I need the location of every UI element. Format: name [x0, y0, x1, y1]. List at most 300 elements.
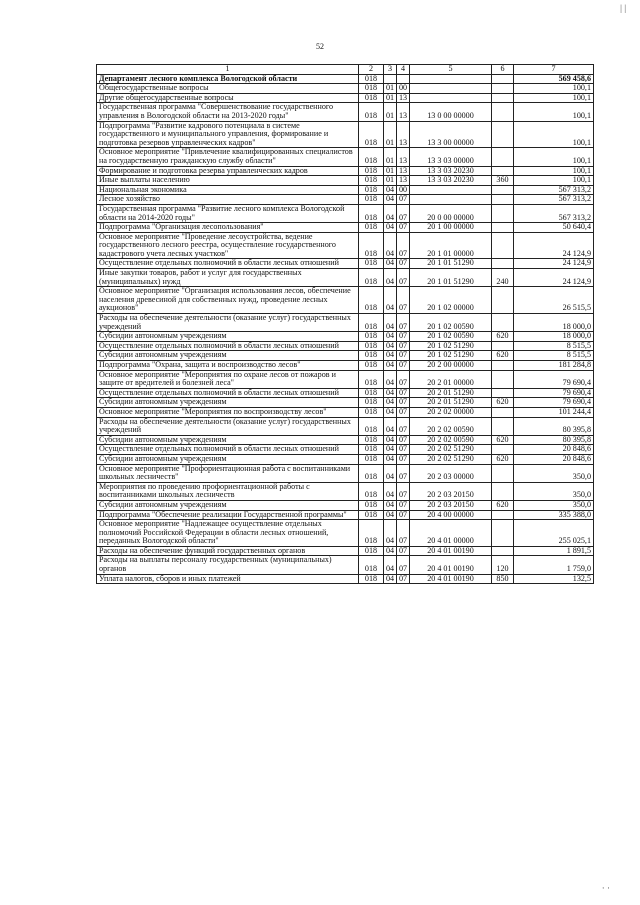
expense-type-cell: 620	[492, 454, 514, 464]
admin-code-cell: 018	[359, 361, 384, 371]
section-code-cell: 04	[384, 445, 397, 455]
expense-type-cell: 240	[492, 269, 514, 287]
subsection-code-cell: 07	[397, 556, 410, 574]
row-name-cell: Основное мероприятие "Профориентационная работа с воспитанниками школьных лесничеств"	[97, 464, 359, 482]
subsection-code-cell	[397, 74, 410, 84]
target-article-cell: 20 1 01 51290	[410, 259, 492, 269]
admin-code-cell: 018	[359, 259, 384, 269]
header-cell: 4	[397, 65, 410, 75]
subsection-code-cell: 13	[397, 103, 410, 121]
expense-type-cell	[492, 361, 514, 371]
amount-cell: 100,1	[514, 103, 594, 121]
target-article-cell	[410, 84, 492, 94]
expense-type-cell: 620	[492, 332, 514, 342]
target-article-cell: 20 2 01 51290	[410, 388, 492, 398]
target-article-cell	[410, 195, 492, 205]
subsection-code-cell: 13	[397, 176, 410, 186]
expense-type-cell	[492, 482, 514, 500]
section-code-cell: 04	[384, 361, 397, 371]
amount-cell: 26 515,5	[514, 287, 594, 314]
section-code-cell: 04	[384, 546, 397, 556]
table-row	[97, 332, 594, 342]
table-row	[97, 232, 594, 259]
row-name-cell: Субсидии автономным учреждениям	[97, 351, 359, 361]
section-code-cell: 04	[384, 287, 397, 314]
table-row	[97, 445, 594, 455]
section-code-cell: 04	[384, 341, 397, 351]
subsection-code-cell: 13	[397, 166, 410, 176]
admin-code-cell: 018	[359, 332, 384, 342]
subsection-code-cell: 07	[397, 510, 410, 520]
table-row	[97, 103, 594, 121]
admin-code-cell: 018	[359, 464, 384, 482]
expense-type-cell	[492, 510, 514, 520]
section-code-cell: 04	[384, 370, 397, 388]
target-article-cell: 13 3 00 00000	[410, 121, 492, 148]
row-name-cell: Расходы на обеспечение деятельности (оказание услуг) государственных учреждений	[97, 417, 359, 435]
page-number: 52	[316, 42, 324, 51]
table-row	[97, 482, 594, 500]
table-row	[97, 500, 594, 510]
amount-cell: 101 244,4	[514, 407, 594, 417]
amount-cell: 350,0	[514, 500, 594, 510]
row-name-cell: Другие общегосударственные вопросы	[97, 93, 359, 103]
subsection-code-cell: 13	[397, 148, 410, 166]
section-code-cell: 04	[384, 574, 397, 584]
amount-cell: 567 313,2	[514, 185, 594, 195]
admin-code-cell: 018	[359, 121, 384, 148]
expense-type-cell	[492, 232, 514, 259]
row-name-cell: Субсидии автономным учреждениям	[97, 398, 359, 408]
amount-cell: 24 124,9	[514, 232, 594, 259]
amount-cell: 80 395,8	[514, 417, 594, 435]
amount-cell: 20 848,6	[514, 445, 594, 455]
expense-type-cell: 620	[492, 398, 514, 408]
section-code-cell: 04	[384, 482, 397, 500]
expense-type-cell	[492, 204, 514, 222]
expense-type-cell	[492, 445, 514, 455]
section-code-cell: 04	[384, 269, 397, 287]
target-article-cell: 20 4 00 00000	[410, 510, 492, 520]
section-code-cell: 04	[384, 464, 397, 482]
section-code-cell: 01	[384, 84, 397, 94]
target-article-cell	[410, 74, 492, 84]
section-code-cell: 04	[384, 185, 397, 195]
row-name-cell: Государственная программа "Совершенствование государственного управления в Вологодской области на 2013-2020 годы"	[97, 103, 359, 121]
section-code-cell: 04	[384, 223, 397, 233]
row-name-cell: Основное мероприятие "Мероприятия по воспроизводству лесов"	[97, 407, 359, 417]
section-code-cell: 01	[384, 148, 397, 166]
subsection-code-cell: 07	[397, 464, 410, 482]
target-article-cell: 20 1 02 00000	[410, 287, 492, 314]
header-cell: 2	[359, 65, 384, 75]
header-cell: 7	[514, 65, 594, 75]
amount-cell: 181 284,8	[514, 361, 594, 371]
admin-code-cell: 018	[359, 351, 384, 361]
expense-type-cell	[492, 103, 514, 121]
header-cell: 3	[384, 65, 397, 75]
target-article-cell: 20 2 02 00590	[410, 417, 492, 435]
subsection-code-cell: 00	[397, 84, 410, 94]
expense-type-cell	[492, 195, 514, 205]
admin-code-cell: 018	[359, 166, 384, 176]
target-article-cell: 20 2 03 00000	[410, 464, 492, 482]
admin-code-cell: 018	[359, 269, 384, 287]
admin-code-cell: 018	[359, 574, 384, 584]
admin-code-cell: 018	[359, 435, 384, 445]
expense-type-cell	[492, 259, 514, 269]
expense-type-cell: 620	[492, 500, 514, 510]
table-row	[97, 361, 594, 371]
expense-type-cell: 620	[492, 351, 514, 361]
section-code-cell: 01	[384, 121, 397, 148]
row-name-cell: Лесное хозяйство	[97, 195, 359, 205]
admin-code-cell: 018	[359, 482, 384, 500]
section-code-cell: 04	[384, 500, 397, 510]
target-article-cell: 20 1 02 00590	[410, 314, 492, 332]
section-code-cell: 04	[384, 520, 397, 547]
target-article-cell: 20 1 00 00000	[410, 223, 492, 233]
amount-cell: 100,1	[514, 176, 594, 186]
subsection-code-cell: 07	[397, 546, 410, 556]
bottom-mark: · ·	[601, 883, 610, 893]
row-name-cell: Иные выплаты населению	[97, 176, 359, 186]
amount-cell: 100,1	[514, 166, 594, 176]
expense-type-cell	[492, 464, 514, 482]
target-article-cell: 13 3 03 20230	[410, 176, 492, 186]
target-article-cell	[410, 93, 492, 103]
amount-cell: 100,1	[514, 84, 594, 94]
admin-code-cell: 018	[359, 454, 384, 464]
expense-type-cell: 360	[492, 176, 514, 186]
target-article-cell	[410, 185, 492, 195]
row-name-cell: Основное мероприятие "Мероприятия по охране лесов от пожаров и защите от вредителей и болезней леса"	[97, 370, 359, 388]
row-name-cell: Формирование и подготовка резерва управленческих кадров	[97, 166, 359, 176]
row-name-cell: Государственная программа "Развитие лесного комплекса Вологодской области на 2014-2020 годы"	[97, 204, 359, 222]
table-row	[97, 166, 594, 176]
table-row	[97, 370, 594, 388]
target-article-cell: 20 1 02 51290	[410, 351, 492, 361]
admin-code-cell: 018	[359, 176, 384, 186]
expense-type-cell	[492, 314, 514, 332]
expense-type-cell: 120	[492, 556, 514, 574]
table-row	[97, 417, 594, 435]
amount-cell: 569 458,6	[514, 74, 594, 84]
row-name-cell: Субсидии автономным учреждениям	[97, 332, 359, 342]
section-code-cell: 04	[384, 314, 397, 332]
section-code-cell: 04	[384, 454, 397, 464]
subsection-code-cell: 07	[397, 361, 410, 371]
admin-code-cell: 018	[359, 287, 384, 314]
target-article-cell: 20 4 01 00000	[410, 520, 492, 547]
admin-code-cell: 018	[359, 84, 384, 94]
table-row	[97, 454, 594, 464]
admin-code-cell: 018	[359, 93, 384, 103]
admin-code-cell: 018	[359, 388, 384, 398]
section-code-cell: 01	[384, 103, 397, 121]
section-code-cell: 04	[384, 417, 397, 435]
subsection-code-cell: 07	[397, 341, 410, 351]
expense-type-cell	[492, 84, 514, 94]
table-row	[97, 407, 594, 417]
amount-cell: 335 388,0	[514, 510, 594, 520]
admin-code-cell: 018	[359, 314, 384, 332]
admin-code-cell: 018	[359, 148, 384, 166]
target-article-cell: 20 2 02 00000	[410, 407, 492, 417]
row-name-cell: Подпрограмма "Охрана, защита и воспроизводство лесов"	[97, 361, 359, 371]
subsection-code-cell: 13	[397, 93, 410, 103]
admin-code-cell: 018	[359, 223, 384, 233]
section-code-cell: 04	[384, 398, 397, 408]
section-code-cell: 04	[384, 204, 397, 222]
amount-cell: 24 124,9	[514, 259, 594, 269]
expense-type-cell	[492, 148, 514, 166]
amount-cell: 8 515,5	[514, 351, 594, 361]
subsection-code-cell: 07	[397, 435, 410, 445]
table-row	[97, 93, 594, 103]
row-name-cell: Основное мероприятие "Надлежащее осуществление отдельных полномочий Российской Федерации в области лесных отношений, переданных Вологодской области"	[97, 520, 359, 547]
target-article-cell: 20 2 03 20150	[410, 482, 492, 500]
table-header-row	[97, 65, 594, 75]
amount-cell: 8 515,5	[514, 341, 594, 351]
admin-code-cell: 018	[359, 232, 384, 259]
row-name-cell: Уплата налогов, сборов и иных платежей	[97, 574, 359, 584]
row-name-cell: Иные закупки товаров, работ и услуг для государственных (муниципальных) нужд	[97, 269, 359, 287]
table-row	[97, 185, 594, 195]
expense-type-cell	[492, 546, 514, 556]
admin-code-cell: 018	[359, 195, 384, 205]
section-code-cell: 01	[384, 166, 397, 176]
row-name-cell: Осуществление отдельных полномочий в области лесных отношений	[97, 259, 359, 269]
admin-code-cell: 018	[359, 398, 384, 408]
target-article-cell: 20 1 01 00000	[410, 232, 492, 259]
expense-type-cell	[492, 166, 514, 176]
admin-code-cell: 018	[359, 556, 384, 574]
amount-cell: 18 000,0	[514, 332, 594, 342]
expense-type-cell	[492, 388, 514, 398]
target-article-cell: 20 0 00 00000	[410, 204, 492, 222]
table-row	[97, 556, 594, 574]
subsection-code-cell: 07	[397, 445, 410, 455]
expense-type-cell	[492, 370, 514, 388]
subsection-code-cell: 07	[397, 332, 410, 342]
row-name-cell: Национальная экономика	[97, 185, 359, 195]
subsection-code-cell: 07	[397, 417, 410, 435]
amount-cell: 79 690,4	[514, 388, 594, 398]
row-name-cell: Расходы на выплаты персоналу государственных (муниципальных) органов	[97, 556, 359, 574]
subsection-code-cell: 07	[397, 370, 410, 388]
section-code-cell: 04	[384, 332, 397, 342]
subsection-code-cell: 07	[397, 259, 410, 269]
subsection-code-cell: 07	[397, 407, 410, 417]
amount-cell: 80 395,8	[514, 435, 594, 445]
admin-code-cell: 018	[359, 185, 384, 195]
subsection-code-cell: 07	[397, 398, 410, 408]
row-name-cell: Субсидии автономным учреждениям	[97, 500, 359, 510]
table-row	[97, 195, 594, 205]
amount-cell: 79 690,4	[514, 370, 594, 388]
amount-cell: 100,1	[514, 148, 594, 166]
section-code-cell: 04	[384, 435, 397, 445]
section-code-cell: 04	[384, 556, 397, 574]
header-cell: 5	[410, 65, 492, 75]
admin-code-cell: 018	[359, 500, 384, 510]
row-name-cell: Осуществление отдельных полномочий в области лесных отношений	[97, 445, 359, 455]
expense-type-cell	[492, 74, 514, 84]
subsection-code-cell: 07	[397, 351, 410, 361]
admin-code-cell: 018	[359, 417, 384, 435]
table-row	[97, 84, 594, 94]
row-name-cell: Департамент лесного комплекса Вологодской области	[97, 74, 359, 84]
row-name-cell: Субсидии автономным учреждениям	[97, 435, 359, 445]
target-article-cell: 20 4 01 00190	[410, 574, 492, 584]
subsection-code-cell: 07	[397, 223, 410, 233]
amount-cell: 1 891,5	[514, 546, 594, 556]
section-code-cell: 04	[384, 388, 397, 398]
row-name-cell: Основное мероприятие "Организация использования лесов, обеспечение населения древесиной для собственных нужд, проведение лесных аукционов"	[97, 287, 359, 314]
subsection-code-cell: 00	[397, 185, 410, 195]
expense-type-cell: 620	[492, 435, 514, 445]
subsection-code-cell: 07	[397, 232, 410, 259]
table-row	[97, 464, 594, 482]
target-article-cell: 13 3 03 20230	[410, 166, 492, 176]
subsection-code-cell: 07	[397, 204, 410, 222]
admin-code-cell: 018	[359, 520, 384, 547]
row-name-cell: Основное мероприятие "Привлечение квалифицированных специалистов на государственную гражданскую службу области"	[97, 148, 359, 166]
table-row	[97, 176, 594, 186]
header-cell: 1	[97, 65, 359, 75]
table-row	[97, 435, 594, 445]
subsection-code-cell: 07	[397, 269, 410, 287]
expense-type-cell	[492, 520, 514, 547]
row-name-cell: Осуществление отдельных полномочий в области лесных отношений	[97, 341, 359, 351]
section-code-cell: 01	[384, 93, 397, 103]
target-article-cell: 13 0 00 00000	[410, 103, 492, 121]
subsection-code-cell: 07	[397, 287, 410, 314]
table-row	[97, 259, 594, 269]
subsection-code-cell: 07	[397, 195, 410, 205]
amount-cell: 20 848,6	[514, 454, 594, 464]
admin-code-cell: 018	[359, 510, 384, 520]
table-row	[97, 148, 594, 166]
subsection-code-cell: 07	[397, 314, 410, 332]
admin-code-cell: 018	[359, 204, 384, 222]
row-name-cell: Расходы на обеспечение функций государственных органов	[97, 546, 359, 556]
target-article-cell: 20 1 01 51290	[410, 269, 492, 287]
admin-code-cell: 018	[359, 445, 384, 455]
amount-cell: 567 313,2	[514, 195, 594, 205]
table-row	[97, 388, 594, 398]
table-row	[97, 398, 594, 408]
target-article-cell: 13 3 03 00000	[410, 148, 492, 166]
row-name-cell: Подпрограмма "Развитие кадрового потенциала в системе государственного и муниципального управления, формирование и подготовка резервов управленческих кадров"	[97, 121, 359, 148]
table-row	[97, 287, 594, 314]
amount-cell: 18 000,0	[514, 314, 594, 332]
table-row	[97, 574, 594, 584]
row-name-cell: Мероприятия по проведению профориентационной работы с воспитанниками школьных лесничеств	[97, 482, 359, 500]
row-name-cell: Общегосударственные вопросы	[97, 84, 359, 94]
section-code-cell: 04	[384, 510, 397, 520]
subsection-code-cell: 07	[397, 388, 410, 398]
expense-type-cell	[492, 185, 514, 195]
amount-cell: 567 313,2	[514, 204, 594, 222]
amount-cell: 1 759,0	[514, 556, 594, 574]
row-name-cell: Подпрограмма "Обеспечение реализации Государственной программы"	[97, 510, 359, 520]
target-article-cell: 20 2 02 51290	[410, 445, 492, 455]
subsection-code-cell: 07	[397, 574, 410, 584]
section-code-cell: 04	[384, 232, 397, 259]
subsection-code-cell: 13	[397, 121, 410, 148]
header-cell: 6	[492, 65, 514, 75]
amount-cell: 132,5	[514, 574, 594, 584]
section-code-cell: 04	[384, 259, 397, 269]
corner-mark: | |	[620, 3, 626, 13]
amount-cell: 100,1	[514, 121, 594, 148]
admin-code-cell: 018	[359, 341, 384, 351]
admin-code-cell: 018	[359, 74, 384, 84]
table-row	[97, 510, 594, 520]
table-row	[97, 204, 594, 222]
row-name-cell: Основное мероприятие "Проведение лесоустройства, ведение государственного лесного реестра, осуществление государственного кадастрового учета лесных участков"	[97, 232, 359, 259]
admin-code-cell: 018	[359, 407, 384, 417]
table-row	[97, 121, 594, 148]
expense-type-cell	[492, 417, 514, 435]
target-article-cell: 20 2 01 00000	[410, 370, 492, 388]
expense-type-cell	[492, 287, 514, 314]
row-name-cell: Субсидии автономным учреждениям	[97, 454, 359, 464]
target-article-cell: 20 2 02 51290	[410, 454, 492, 464]
target-article-cell: 20 2 00 00000	[410, 361, 492, 371]
amount-cell: 350,0	[514, 482, 594, 500]
target-article-cell: 20 2 03 20150	[410, 500, 492, 510]
target-article-cell: 20 4 01 00190	[410, 546, 492, 556]
admin-code-cell: 018	[359, 370, 384, 388]
row-name-cell: Подпрограмма "Организация лесопользования"	[97, 223, 359, 233]
subsection-code-cell: 07	[397, 482, 410, 500]
row-name-cell: Расходы на обеспечение деятельности (оказание услуг) государственных учреждений	[97, 314, 359, 332]
target-article-cell: 20 4 01 00190	[410, 556, 492, 574]
table-row	[97, 341, 594, 351]
table-row	[97, 223, 594, 233]
expense-type-cell	[492, 93, 514, 103]
subsection-code-cell: 07	[397, 454, 410, 464]
amount-cell: 50 640,4	[514, 223, 594, 233]
amount-cell: 100,1	[514, 93, 594, 103]
expense-type-cell	[492, 121, 514, 148]
amount-cell: 79 690,4	[514, 398, 594, 408]
subsection-code-cell: 07	[397, 500, 410, 510]
section-code-cell: 04	[384, 351, 397, 361]
target-article-cell: 20 1 02 00590	[410, 332, 492, 342]
admin-code-cell: 018	[359, 546, 384, 556]
target-article-cell: 20 2 01 51290	[410, 398, 492, 408]
section-code-cell: 04	[384, 195, 397, 205]
target-article-cell: 20 2 02 00590	[410, 435, 492, 445]
section-code-cell: 04	[384, 407, 397, 417]
table-row	[97, 351, 594, 361]
admin-code-cell: 018	[359, 103, 384, 121]
section-code-cell: 01	[384, 176, 397, 186]
target-article-cell: 20 1 02 51290	[410, 341, 492, 351]
expense-type-cell: 850	[492, 574, 514, 584]
amount-cell: 24 124,9	[514, 269, 594, 287]
subsection-code-cell: 07	[397, 520, 410, 547]
section-code-cell	[384, 74, 397, 84]
amount-cell: 350,0	[514, 464, 594, 482]
table-row	[97, 520, 594, 547]
expense-type-cell	[492, 341, 514, 351]
row-name-cell: Осуществление отдельных полномочий в области лесных отношений	[97, 388, 359, 398]
